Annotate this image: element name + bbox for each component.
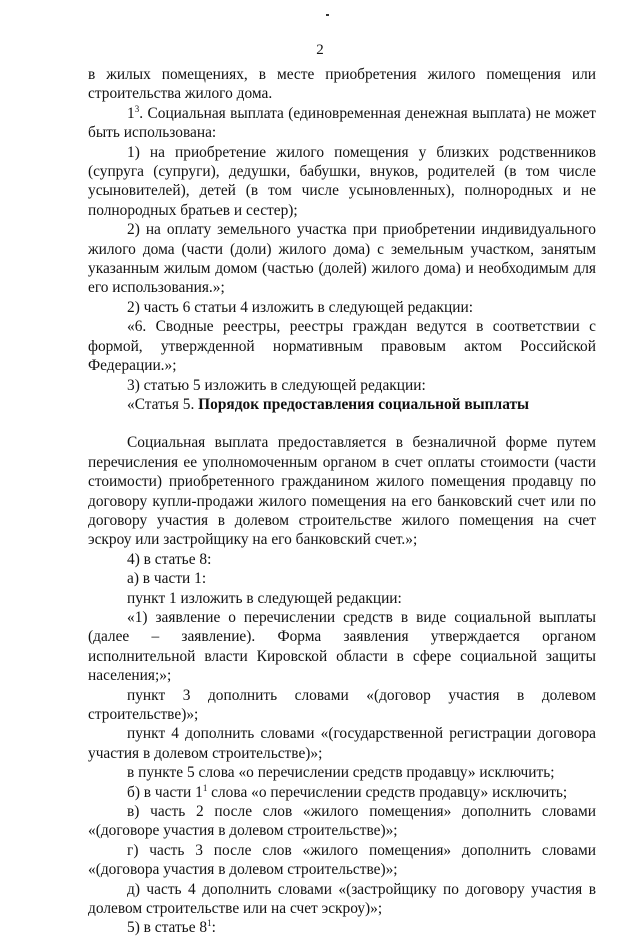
paragraph-text-after: слова «о перечислении средств продавцу» исключить;	[207, 783, 568, 801]
paragraph-item-1: 1) на приобретение жилого помещения у близких родственников (супруга (супруги), дедушки, бабушки, внуков, родителей (в том числе усыновителей), детей (в том числе усыновленных), полнородных и не полнородных братьев и сестер);	[88, 143, 596, 219]
paragraph-text: . Социальная выплата (единовременная денежная выплата) не может быть использована:	[88, 104, 596, 142]
paragraph-social-payment: Социальная выплата предоставляется в безналичной форме путем перечисления ее уполномоченным органом в счет оплаты стоимости (части стоимости) приобретенного гражданином жилого помещения продавцу по договору купли-продажи жилого помещения на его банковский счет или по договору участия в долевом строительстве жилого помещения на счет эскроу или застройщику на его банковский счет.»;	[88, 434, 596, 549]
article-label: «Статья 5.	[127, 395, 199, 413]
article-title: Порядок предоставления социальной выплаты	[198, 395, 530, 413]
part-superscript: 1	[202, 782, 208, 793]
paragraph-point-5: в пункте 5 слова «о перечислении средств продавцу» исключить;	[127, 764, 555, 782]
article-5-heading	[88, 395, 596, 414]
paragraph-amendment-2: 2) часть 6 статьи 4 изложить в следующей редакции:	[127, 298, 474, 316]
paragraph-amendment-3: 3) статью 5 изложить в следующей редакции:	[127, 376, 426, 394]
spacer	[88, 414, 596, 433]
scan-speck	[326, 14, 329, 16]
paragraph-point-1-edit: пункт 1 изложить в следующей редакции:	[127, 589, 402, 607]
paragraph-sub-a: а) в части 1:	[127, 570, 207, 588]
paragraph-amendment-5	[88, 918, 596, 937]
paragraph-text: 5) в статье 8	[127, 919, 208, 937]
paragraph-point-4: пункт 4 дополнить словами «(государственной регистрации договора участия в долевом строительстве)»;	[88, 725, 596, 762]
article-superscript: 1	[207, 918, 212, 929]
part-number-superscript: 3	[134, 103, 140, 114]
paragraph-item-2: 2) на оплату земельного участка при приобретении индивидуального жилого дома (части (доли) жилого дома) с земельным участком, занятым указанным жилым домом (частью (долей) жилого дома) и необходимым для его использования.»;	[88, 221, 596, 297]
paragraph-quote-6: «6. Сводные реестры, реестры граждан ведутся в соответствии с формой, утвержденной нормативным правовым актом Российской Федерации.»;	[88, 318, 596, 375]
paragraph-sub-v: в) часть 2 после слов «жилого помещения» дополнить словами «(договоре участия в долевом строительстве)»;	[88, 803, 596, 840]
paragraph-amendment-4: 4) в статье 8:	[127, 550, 212, 568]
paragraph-quote-1: «1) заявление о перечислении средств в виде социальной выплаты (далее – заявление). Форма заявления утверждается органом исполнительной власти Кировской области в сфере социальной защиты населения;»;	[88, 608, 596, 685]
paragraph-point-3: пункт 3 дополнить словами «(договор участия в долевом строительстве)»;	[88, 686, 596, 723]
paragraph-sub-b	[88, 783, 596, 802]
paragraph-text-after: :	[211, 919, 216, 937]
paragraph-continuation: в жилых помещениях, в месте приобретения жилого помещения или строительства жилого дома.	[88, 66, 596, 103]
paragraph-part-1-3	[88, 104, 596, 143]
paragraph-sub-d: д) часть 4 дополнить словами «(застройщику по договору участия в долевом строительстве или на счет эскроу)»;	[88, 880, 596, 918]
document-body	[88, 65, 596, 938]
paragraph-sub-g: г) часть 3 после слов «жилого помещения» дополнить словами «(договора участия в долевом строительстве)»;	[88, 841, 596, 879]
paragraph-text: б) в части 1	[127, 783, 203, 801]
page-number: 2	[316, 42, 324, 58]
part-number: 1	[127, 104, 135, 122]
